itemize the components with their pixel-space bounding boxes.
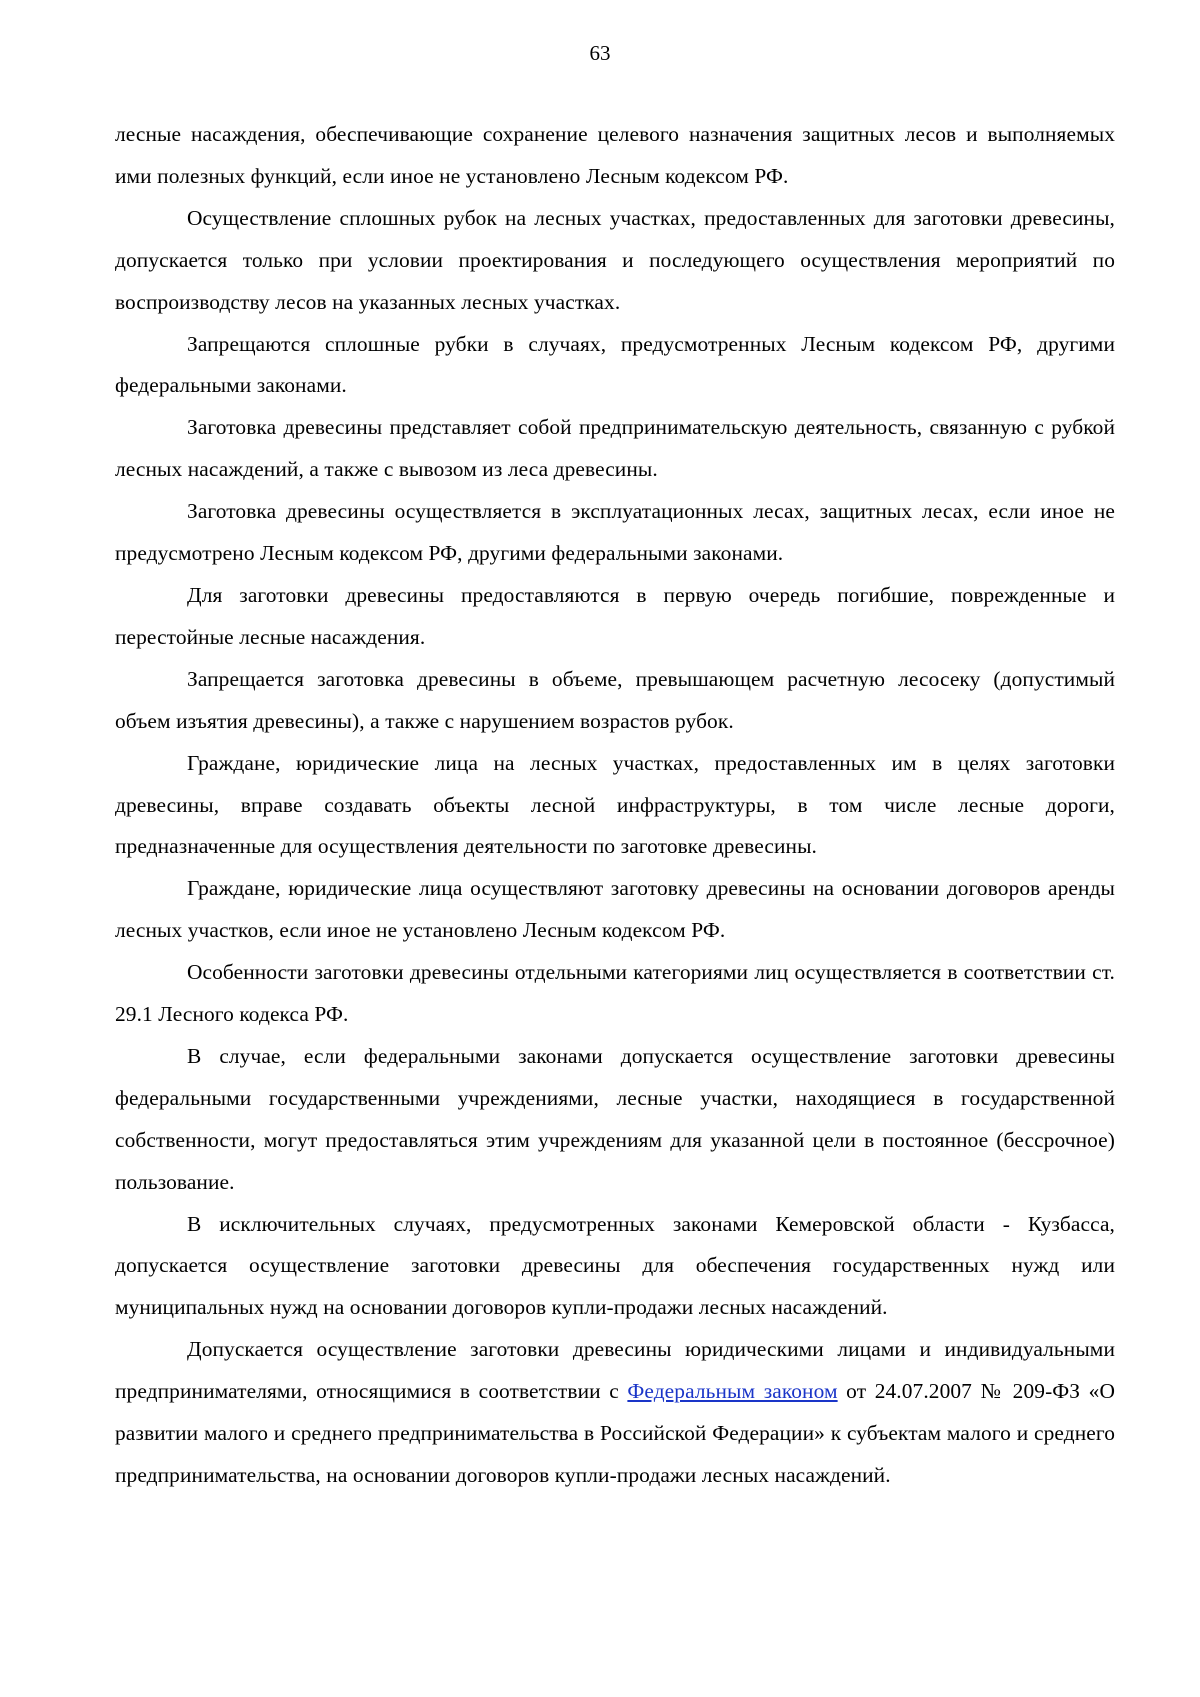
- paragraph-4: Заготовка древесины представляет собой предпринимательскую деятельность, связанную с рубкой лесных насаждений, а также с вывозом из леса древесины.: [115, 415, 1115, 482]
- paragraph-1: лесные насаждения, обеспечивающие сохранение целевого назначения защитных лесов и выполняемых ими полезных функций, если иное не установлено Лесным кодексом РФ.: [115, 122, 1115, 188]
- paragraph-8: Граждане, юридические лица на лесных участках, предоставленных им в целях заготовки древесины, вправе создавать объекты лесной инфраструктуры, в том числе лесные дороги, предназначенные для осуществления деятельности по заготовке древесины.: [115, 750, 1115, 859]
- document-body: [115, 114, 1115, 1497]
- paragraph-11: В случае, если федеральными законами допускается осуществление заготовки древесины федеральными государственными учреждениями, лесные участки, находящиеся в государственной собственности, могут предоставляться этим учреждениям для указанной цели в постоянное (бессрочное) пользование.: [115, 1043, 1115, 1194]
- paragraph-10: Особенности заготовки древесины отдельными категориями лиц осуществляется в соответствии ст. 29.1 Лесного кодекса РФ.: [115, 960, 1115, 1027]
- paragraph-5: Заготовка древесины осуществляется в эксплуатационных лесах, защитных лесах, если иное не предусмотрено Лесным кодексом РФ, другими федеральными законами.: [115, 499, 1115, 566]
- paragraph-13: [115, 1329, 1115, 1497]
- paragraph-13-text-after-link: от 24.07.2007 № 209-ФЗ «О развитии малого и среднего предпринимательства в Российской Федерации» к субъектам малого и среднего предпринимательства, на основании договоров купли-продажи лесных насаждений.: [115, 1379, 1116, 1487]
- paragraph-6: Для заготовки древесины предоставляются в первую очередь погибшие, поврежденные и перестойные лесные насаждения.: [115, 582, 1115, 649]
- paragraph-13-text-before-link: Допускается осуществление заготовки древесины юридическими лицами и индивидуальными предпринимателями, относящимися в соответствии с: [115, 1337, 1115, 1404]
- paragraph-12: В исключительных случаях, предусмотренных законами Кемеровской области - Кузбасса, допускается осуществление заготовки древесины для обеспечения государственных нужд или муниципальных нужд на основании договоров купли-продажи лесных насаждений.: [115, 1211, 1115, 1320]
- paragraph-3: Запрещаются сплошные рубки в случаях, предусмотренных Лесным кодексом РФ, другими федеральными законами.: [115, 331, 1115, 398]
- paragraph-9: Граждане, юридические лица осуществляют заготовку древесины на основании договоров аренды лесных участков, если иное не установлено Лесным кодексом РФ.: [115, 876, 1115, 943]
- federal-law-link[interactable]: Федеральным законом: [627, 1379, 838, 1404]
- paragraph-7: Запрещается заготовка древесины в объеме, превышающем расчетную лесосеку (допустимый объем изъятия древесины), а также с нарушением возрастов рубок.: [115, 666, 1115, 733]
- paragraph-2: Осуществление сплошных рубок на лесных участках, предоставленных для заготовки древесины, допускается только при условии проектирования и последующего осуществления мероприятий по воспроизводству лесов на указанных лесных участках.: [115, 205, 1115, 314]
- page-number: 63: [589, 41, 611, 65]
